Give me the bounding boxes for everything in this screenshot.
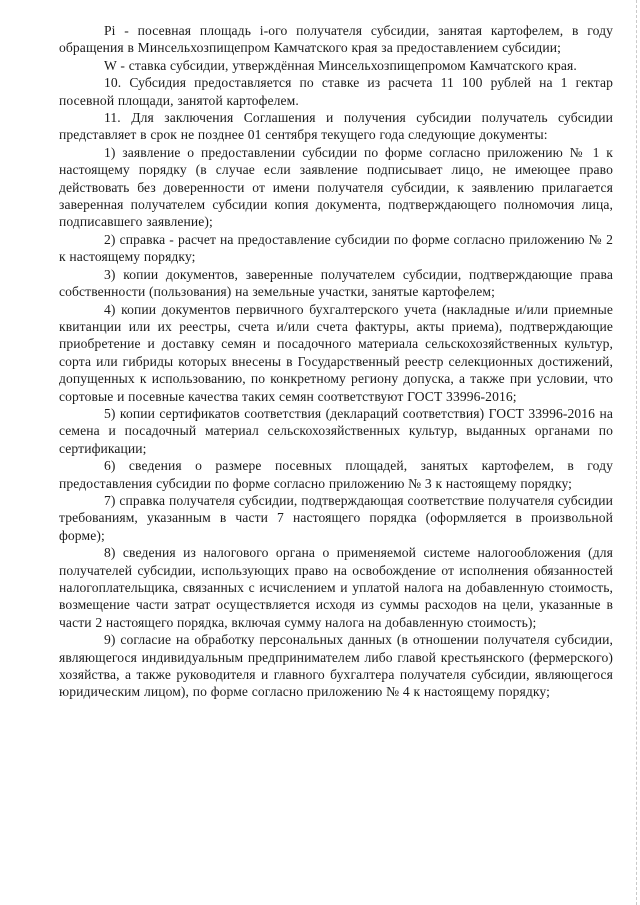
paragraph-subitem-1: 1) заявление о предоставлении субсидии по форме согласно приложению № 1 к настоящему порядку (в случае если заявление подписывает лицо, не имеющее право действовать без доверенности от имени получателя субсидии, к заявлению прилагается заверенная получателем субсидии копия документа, подтверждающего полномочия лица, подписавшего заявление); [59, 144, 613, 230]
paragraph-pi-definition: Pi - посевная площадь i-ого получателя субсидии, занятая картофелем, в году обращения в Минсельхозпищепром Камчатского края за предоставлением субсидии; [59, 23, 613, 56]
paragraph-item-10: 10. Субсидия предоставляется по ставке из расчета 11 100 рублей на 1 гектар посевной площади, занятой картофелем. [59, 75, 613, 108]
paragraph-subitem-9: 9) согласие на обработку персональных данных (в отношении получателя субсидии, являющегося индивидуальным предпринимателем либо главой крестьянского (фермерского) хозяйства, а также руководителя и главного бухгалтера получателя субсидии, являющегося юридическим лицом), по форме согласно приложению № 4 к настоящему порядку; [59, 632, 613, 700]
paragraph-subitem-2: 2) справка - расчет на предоставление субсидии по форме согласно приложению № 2 к настоящему порядку; [59, 231, 613, 265]
scan-edge-line [636, 0, 637, 905]
paragraph-item-11: 11. Для заключения Соглашения и получения субсидии получатель субсидии представляет в срок не позднее 01 сентября текущего года следующие документы: [59, 110, 613, 143]
paragraph-w-definition: W - ставка субсидии, утверждённая Минсельхозпищепромом Камчатского края. [104, 57, 577, 73]
paragraph-subitem-8: 8) сведения из налогового органа о применяемой системе налогообложения (для получателей субсидии, использующих право на освобождение от исполнения обязанностей налогоплательщика, связанных с исчислением и уплатой налога на добавленную стоимость, возмещение части затрат осуществляется исходя из суммы расходов на цели, указанные в части 2 настоящего порядка, включая сумму налога на добавленную стоимость); [59, 545, 613, 630]
paragraph-subitem-3: 3) копии документов, заверенные получателем субсидии, подтверждающие права собственности (пользования) на земельные участки, занятые картофелем; [59, 266, 613, 300]
paragraph-subitem-4: 4) копии документов первичного бухгалтерского учета (накладные и/или приемные квитанции или их реестры, счета и/или счета фактуры, акты приема), подтверждающие приобретение и доставку семян и посадочного материала сельскохозяйственных культур, сорта или гибриды которых внесены в Государственный реестр селекционных достижений, допущенных к использованию, по конкретному региону допуска, а также при условии, что сортовые и посевные качества таких семян соответствуют ГОСТ 33996-2016; [59, 301, 613, 404]
paragraph-subitem-6: 6) сведения о размере посевных площадей, занятых картофелем, в году предоставления субсидии по форме согласно приложению № 3 к настоящему порядку; [59, 458, 613, 491]
paragraph-subitem-7: 7) справка получателя субсидии, подтверждающая соответствие получателя субсидии требованиям, указанным в части 7 настоящего порядка (оформляется в произвольной форме); [59, 492, 613, 543]
paragraph-subitem-5: 5) копии сертификатов соответствия (деклараций соответствия) ГОСТ 33996-2016 на семена и посадочный материал сельскохозяйственных культур, выданных органами по сертификации; [59, 405, 613, 456]
